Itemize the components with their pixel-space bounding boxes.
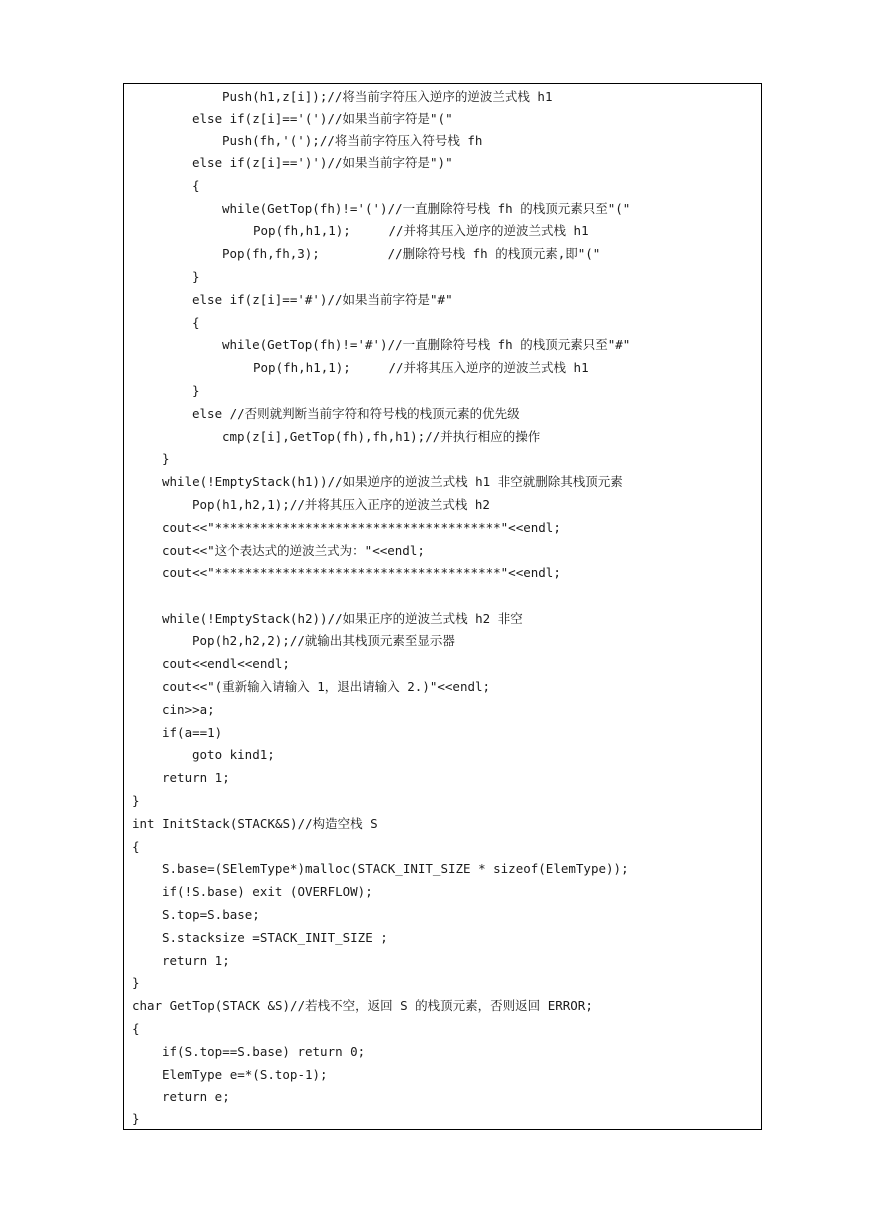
- code-line: while(!EmptyStack(h1))//如果逆序的逆波兰式栈 h1 非空就删除其栈顶元素: [162, 474, 623, 489]
- code-line: Pop(fh,h1,1); //并将其压入逆序的逆波兰式栈 h1: [253, 360, 589, 375]
- code-line: cout<<"**************************************"<<endl;: [162, 565, 561, 580]
- code-line: if(!S.base) exit (OVERFLOW);: [162, 884, 373, 899]
- code-line: Pop(h1,h2,1);//并将其压入正序的逆波兰式栈 h2: [192, 497, 490, 512]
- code-line: }: [132, 1111, 140, 1126]
- code-line: return 1;: [162, 953, 230, 968]
- code-line: {: [132, 1021, 140, 1036]
- code-line: if(S.top==S.base) return 0;: [162, 1044, 366, 1059]
- code-line: return 1;: [162, 770, 230, 785]
- code-line: S.top=S.base;: [162, 907, 260, 922]
- code-line: Pop(h2,h2,2);//就输出其栈顶元素至显示器: [192, 633, 455, 648]
- code-line: cin>>a;: [162, 702, 215, 717]
- code-line: {: [192, 315, 200, 330]
- code-line: }: [132, 793, 140, 808]
- code-line: S.base=(SElemType*)malloc(STACK_INIT_SIZE * sizeof(ElemType));: [162, 861, 629, 876]
- code-line: S.stacksize =STACK_INIT_SIZE ;: [162, 930, 388, 945]
- code-line: Pop(fh,h1,1); //并将其压入逆序的逆波兰式栈 h1: [253, 223, 589, 238]
- code-line: else if(z[i]=='(')//如果当前字符是"(": [192, 111, 453, 126]
- code-line: while(GetTop(fh)!='(')//一直删除符号栈 fh 的栈顶元素只至"(": [222, 201, 631, 216]
- code-line: cout<<"这个表达式的逆波兰式为："<<endl;: [162, 543, 425, 558]
- code-line: {: [132, 839, 140, 854]
- code-line: Push(fh,'(');//将当前字符压入符号栈 fh: [222, 133, 483, 148]
- code-line: goto kind1;: [192, 747, 275, 762]
- code-line: cout<<endl<<endl;: [162, 656, 290, 671]
- code-line: Pop(fh,fh,3); //删除符号栈 fh 的栈顶元素,即"(": [222, 246, 601, 261]
- code-line: cout<<"(重新输入请输入 1，退出请输入 2.)"<<endl;: [162, 679, 491, 694]
- code-line: else if(z[i]==')')//如果当前字符是")": [192, 155, 453, 170]
- code-line: }: [192, 269, 200, 284]
- code-line: char GetTop(STACK &S)//若栈不空，返回 S 的栈顶元素，否则返回 ERROR;: [132, 998, 593, 1013]
- code-line: }: [132, 975, 140, 990]
- code-line: return e;: [162, 1089, 230, 1104]
- code-line: if(a==1): [162, 725, 223, 740]
- code-line: cout<<"**************************************"<<endl;: [162, 520, 561, 535]
- code-line: while(GetTop(fh)!='#')//一直删除符号栈 fh 的栈顶元素只至"#": [222, 337, 631, 352]
- code-listing-box: [123, 83, 762, 1130]
- code-line: cmp(z[i],GetTop(fh),fh,h1);//并执行相应的操作: [222, 429, 541, 444]
- code-line: }: [192, 383, 200, 398]
- code-line: {: [192, 178, 200, 193]
- code-line: else //否则就判断当前字符和符号栈的栈顶元素的优先级: [192, 406, 520, 421]
- code-line: while(!EmptyStack(h2))//如果正序的逆波兰式栈 h2 非空: [162, 611, 523, 626]
- code-line: ElemType e=*(S.top-1);: [162, 1067, 328, 1082]
- code-line: else if(z[i]=='#')//如果当前字符是"#": [192, 292, 453, 307]
- code-line: int InitStack(STACK&S)//构造空栈 S: [132, 816, 378, 831]
- code-line: Push(h1,z[i]);//将当前字符压入逆序的逆波兰式栈 h1: [222, 89, 553, 104]
- code-line: }: [162, 451, 170, 466]
